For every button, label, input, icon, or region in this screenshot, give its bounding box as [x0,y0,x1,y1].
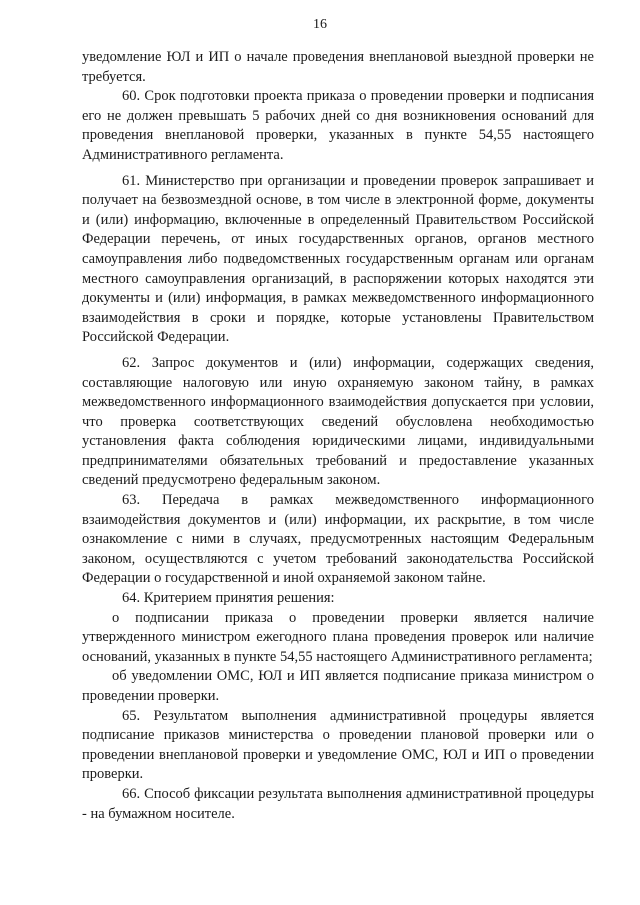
paragraph-61: 61. Министерство при организации и проведении проверок запрашивает и получает на безвозмездной основе, в том числе в электронной форме, документы и (или) информацию, включенные в определенный Правительством Российской Федерации перечень, от иных государственных органов, органов местного самоуправления либо подведомственных государственным органам или органам местного самоуправления организаций, в распоряжении которых находятся эти документы и (или) информация, в рамках межведомственного информационного взаимодействия в сроки и порядке, которые установлены Правительством Российской Федерации. [82,172,594,346]
paragraph-64-criterion-notice: об уведомлении ОМС, ЮЛ и ИП является подписание приказа министром о проведении проверки. [82,668,594,704]
paragraph-64-criterion-order: о подписании приказа о проведении проверки является наличие утвержденного министром ежегодного плана проведения проверок или наличие оснований, указанных в пункте 54,55 настоящего Административного регламента; [82,609,594,665]
page-number: 16 [313,17,327,32]
paragraph-65: 65. Результатом выполнения административной процедуры является подписание приказов министерства о проведении плановой проверки или о проведении внеплановой проверки и уведомление ОМС, ЮЛ и ИП о проведении проверки. [82,707,594,783]
document-body [82,48,594,824]
paragraph-64: 64. Критерием принятия решения: [122,590,335,607]
paragraph-60: 60. Срок подготовки проекта приказа о проведении проверки и подписания его не должен превышать 5 рабочих дней со дня возникновения оснований для проведения внеплановой проверки, указанных в пункте 54,55 настоящего Административного регламента. [82,88,594,163]
paragraph-66: 66. Способ фиксации результата выполнения административной процедуры - на бумажном носителе. [82,785,594,822]
paragraph-62: 62. Запрос документов и (или) информации, содержащих сведения, составляющие налоговую или иную охраняемую законом тайну, в рамках межведомственного информационного взаимодействия допускается при условии, что проверка соответствующих сведений обусловлена необходимостью установления факта соблюдения юридическими лицами, индивидуальными предпринимателями обязательных требований и предоставление указанных сведений предусмотрено федеральным законом. [82,354,594,489]
paragraph-63: 63. Передача в рамках межведомственного информационного взаимодействия документов и (или) информации, их раскрытие, в том числе ознакомление с ними в случаях, предусмотренных настоящим Федеральным законом, осуществляются с учетом требований законодательства Российской Федерации о государственной и иной охраняемой законом тайне. [82,492,594,587]
paragraph-continuation: уведомление ЮЛ и ИП о начале проведения внеплановой выездной проверки не требуется. [82,49,594,85]
